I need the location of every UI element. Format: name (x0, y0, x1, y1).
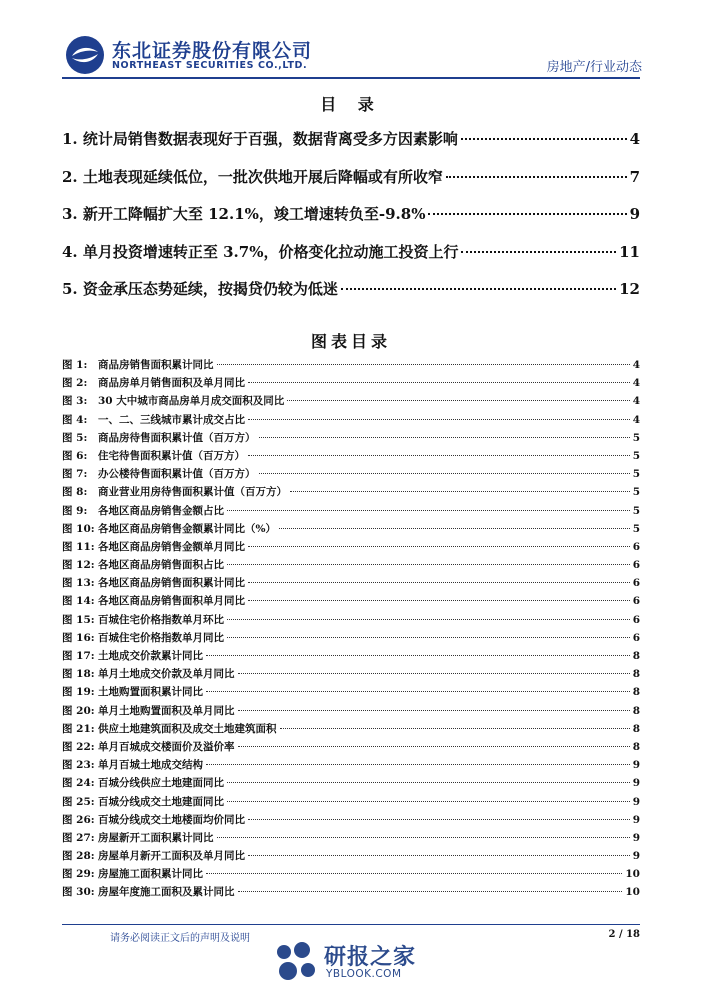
watermark (272, 938, 442, 984)
figure-index-item[interactable] (62, 375, 640, 393)
figure-page: 8 (632, 650, 640, 662)
dot-leader (206, 691, 630, 692)
dot-leader (217, 837, 630, 838)
figure-index-item[interactable] (62, 884, 640, 902)
figure-number: 图 4: (62, 413, 88, 426)
figure-title: 30 大中城市商品房单月成交面积及同比 (98, 395, 285, 408)
figure-index-item[interactable] (62, 393, 640, 411)
figure-number: 图 27: (62, 831, 95, 844)
dot-leader (206, 873, 622, 874)
toc-item-title: 1. 统计局销售数据表现好于百强，数据背离受多方因素影响 (62, 130, 458, 148)
dot-leader (238, 673, 630, 674)
toc-item-page: 11 (619, 242, 640, 261)
figure-title: 单月百城成交楼面价及溢价率 (98, 740, 235, 753)
figure-page: 8 (632, 668, 640, 681)
dot-leader (238, 746, 630, 747)
figure-index-item[interactable] (62, 503, 640, 521)
figure-number: 图 5: (62, 431, 88, 444)
figure-page: 5 (632, 449, 640, 462)
dot-leader (217, 364, 630, 365)
dot-leader (248, 819, 630, 820)
dot-leader (428, 213, 626, 215)
figure-index-item[interactable] (62, 794, 640, 812)
figure-page: 5 (632, 431, 640, 444)
toc-item[interactable] (62, 203, 640, 241)
toc-item-page: 9 (629, 205, 640, 223)
figure-page: 9 (632, 777, 640, 790)
figure-number: 图 23: (62, 759, 95, 772)
dot-leader (238, 891, 623, 892)
figure-index-item[interactable] (62, 630, 640, 648)
figure-page: 9 (632, 831, 640, 844)
toc-list (62, 128, 640, 316)
page-number: 2 / 18 (608, 929, 640, 940)
watermark-text-en: YBLOOK.COM (326, 968, 402, 980)
figure-index-item[interactable] (62, 575, 640, 593)
figure-number: 图 22: (62, 740, 95, 753)
figure-index-item[interactable] (62, 448, 640, 466)
figure-page: 5 (632, 522, 640, 535)
figure-page: 10 (625, 868, 640, 881)
figure-number: 图 2: (62, 377, 88, 390)
figure-page: 9 (632, 759, 640, 772)
figure-title: 房屋新开工面积累计同比 (98, 831, 214, 844)
figure-title: 商品房销售面积累计同比 (98, 359, 214, 371)
dot-leader (290, 491, 630, 492)
figure-index-item[interactable] (62, 830, 640, 848)
dot-leader (280, 728, 630, 729)
figure-page: 8 (632, 704, 640, 717)
figure-index-item[interactable] (62, 648, 640, 666)
figure-title: 百城分线成交土地建面同比 (98, 795, 224, 808)
figure-number: 图 26: (62, 813, 95, 826)
figure-index-item[interactable] (62, 593, 640, 611)
figure-title: 百城分线供应土地建面同比 (98, 777, 224, 790)
figure-page: 6 (632, 540, 640, 553)
figure-number: 图 3: (62, 395, 88, 408)
dot-leader (227, 637, 630, 638)
footer-divider (62, 924, 640, 925)
footer-disclaimer: 请务必阅读正文后的声明及说明 (110, 933, 250, 944)
figure-page: 4 (632, 377, 640, 390)
toc-item-page: 7 (629, 167, 640, 186)
dot-leader (206, 764, 630, 765)
dot-leader (248, 382, 630, 383)
toc-item[interactable] (62, 241, 640, 279)
figure-title: 各地区商品房销售面积占比 (98, 559, 224, 572)
figure-page: 4 (632, 413, 640, 426)
figure-number: 图 6: (62, 449, 88, 462)
figure-page: 6 (632, 631, 640, 644)
figure-title: 单月土地成交价款及单月同比 (98, 668, 235, 681)
dot-leader (248, 582, 630, 583)
figure-number: 图 18: (62, 668, 95, 681)
dot-leader (248, 546, 630, 547)
figure-title: 房屋施工面积累计同比 (98, 868, 203, 881)
figure-number: 图 29: (62, 868, 95, 881)
dot-leader (461, 251, 616, 253)
toc-item-title: 5. 资金承压态势延续，按揭贷仍较为低迷 (62, 280, 338, 298)
watermark-text-cn: 研报之家 (324, 945, 417, 970)
figure-index-item[interactable] (62, 612, 640, 630)
figure-page: 9 (632, 813, 640, 826)
toc-item[interactable] (62, 166, 640, 204)
report-category: 房地产/行业动态 (546, 60, 642, 75)
figure-index-item[interactable] (62, 557, 640, 575)
toc-item-title: 2. 土地表现延续低位，一批次供地开展后降幅或有所收窄 (62, 167, 443, 186)
dot-leader (248, 600, 630, 601)
toc-item[interactable] (62, 278, 640, 316)
figure-number: 图 9: (62, 504, 88, 517)
figure-number: 图 1: (62, 359, 88, 371)
figure-index-item[interactable] (62, 357, 640, 375)
toc-item[interactable] (62, 128, 640, 166)
figure-index-item[interactable] (62, 848, 640, 866)
figure-index-item[interactable] (62, 775, 640, 793)
figure-index-item[interactable] (62, 521, 640, 539)
figure-page: 5 (632, 486, 640, 499)
figure-page: 6 (632, 595, 640, 608)
figure-index-item[interactable] (62, 721, 640, 739)
figure-title: 百城住宅价格指数单月同比 (98, 631, 224, 644)
figure-title: 住宅待售面积累计值（百万方） (98, 449, 245, 462)
figure-index-list (62, 357, 640, 903)
toc-item-page: 12 (619, 280, 640, 298)
figure-page: 9 (632, 850, 640, 863)
figure-number: 图 10: (62, 522, 95, 535)
figure-title: 各地区商品房销售面积单月同比 (98, 595, 245, 608)
figure-page: 8 (632, 722, 640, 735)
figure-number: 图 15: (62, 613, 95, 626)
figure-number: 图 12: (62, 559, 95, 572)
figure-page: 5 (632, 468, 640, 481)
figure-index-item[interactable] (62, 739, 640, 757)
figure-title: 各地区商品房销售面积累计同比 (98, 577, 245, 590)
toc-item-title: 4. 单月投资增速转正至 3.7%，价格变化拉动施工投资上行 (62, 242, 459, 261)
figure-page: 8 (632, 740, 640, 753)
figure-page: 8 (632, 686, 640, 699)
dot-leader (341, 288, 616, 290)
figure-title: 各地区商品房销售金额累计同比（%） (98, 522, 276, 535)
figure-title: 房屋单月新开工面积及单月同比 (98, 850, 245, 863)
header-divider (62, 77, 640, 79)
figure-page: 4 (632, 395, 640, 408)
toc-item-title: 3. 新开工降幅扩大至 12.1%，竣工增速转负至-9.8% (62, 205, 426, 223)
dot-leader (259, 473, 630, 474)
dot-leader (287, 400, 629, 401)
dot-leader (248, 455, 630, 456)
figure-index-item[interactable] (62, 757, 640, 775)
dot-leader (279, 528, 630, 529)
figure-title: 一、二、三线城市累计成交占比 (98, 413, 245, 426)
figure-page: 9 (632, 795, 640, 808)
figure-index-item[interactable] (62, 430, 640, 448)
figure-number: 图 11: (62, 540, 95, 553)
figure-page: 5 (632, 504, 640, 517)
figure-number: 图 24: (62, 777, 95, 790)
figure-title: 商品房待售面积累计值（百万方） (98, 431, 256, 444)
figure-number: 图 21: (62, 722, 95, 735)
figure-page: 10 (625, 886, 640, 899)
figure-number: 图 30: (62, 886, 95, 899)
figure-index-title: 图表目录 (310, 332, 391, 351)
figure-index-item[interactable] (62, 666, 640, 684)
dot-leader (227, 564, 630, 565)
page-header (0, 0, 702, 78)
watermark-logo-icon (272, 938, 318, 984)
figure-title: 供应土地建筑面积及成交土地建筑面积 (98, 722, 277, 735)
figure-page: 6 (632, 613, 640, 626)
figure-page: 6 (632, 559, 640, 572)
dot-leader (227, 801, 630, 802)
figure-title: 单月百城土地成交结构 (98, 759, 203, 772)
figure-title: 各地区商品房销售金额占比 (98, 504, 224, 517)
dot-leader (227, 510, 630, 511)
toc-title: 目 录 (320, 95, 382, 114)
figure-index-item[interactable] (62, 866, 640, 884)
figure-title: 百城住宅价格指数单月环比 (98, 613, 224, 626)
figure-number: 图 25: (62, 795, 95, 808)
figure-number: 图 14: (62, 595, 95, 608)
figure-title: 百城分线成交土地楼面均价同比 (98, 813, 245, 826)
figure-title: 土地购置面积累计同比 (98, 686, 203, 699)
figure-number: 图 28: (62, 850, 95, 863)
dot-leader (248, 855, 630, 856)
figure-title: 土地成交价款累计同比 (98, 650, 203, 662)
figure-title: 各地区商品房销售金额单月同比 (98, 540, 245, 553)
figure-number: 图 17: (62, 650, 95, 662)
figure-title: 商品房单月销售面积及单月同比 (98, 377, 245, 390)
dot-leader (238, 710, 630, 711)
dot-leader (446, 176, 627, 178)
dot-leader (461, 138, 627, 140)
figure-number: 图 16: (62, 631, 95, 644)
figure-title: 办公楼待售面积累计值（百万方） (98, 468, 256, 481)
figure-index-item[interactable] (62, 703, 640, 721)
dot-leader (227, 782, 630, 783)
figure-number: 图 7: (62, 468, 88, 481)
figure-index-item[interactable] (62, 812, 640, 830)
figure-index-item[interactable] (62, 466, 640, 484)
dot-leader (259, 437, 630, 438)
figure-title: 单月土地购置面积及单月同比 (98, 704, 235, 717)
figure-number: 图 20: (62, 704, 95, 717)
toc-item-page: 4 (629, 130, 640, 148)
company-name-en: NORTHEAST SECURITIES CO.,LTD. (112, 60, 308, 71)
dot-leader (248, 419, 630, 420)
figure-index-item[interactable] (62, 684, 640, 702)
figure-number: 图 19: (62, 686, 95, 699)
figure-index-item[interactable] (62, 539, 640, 557)
figure-title: 商业营业用房待售面积累计值（百万方） (98, 486, 287, 499)
figure-index-item[interactable] (62, 412, 640, 430)
figure-number: 图 13: (62, 577, 95, 590)
figure-index-item[interactable] (62, 484, 640, 502)
dot-leader (206, 655, 630, 656)
figure-number: 图 8: (62, 486, 88, 499)
company-name-cn: 东北证券股份有限公司 (112, 40, 313, 62)
company-logo-icon (64, 34, 106, 76)
dot-leader (227, 619, 630, 620)
figure-page: 4 (632, 359, 640, 371)
figure-page: 6 (632, 577, 640, 590)
figure-title: 房屋年度施工面积及累计同比 (98, 886, 235, 899)
